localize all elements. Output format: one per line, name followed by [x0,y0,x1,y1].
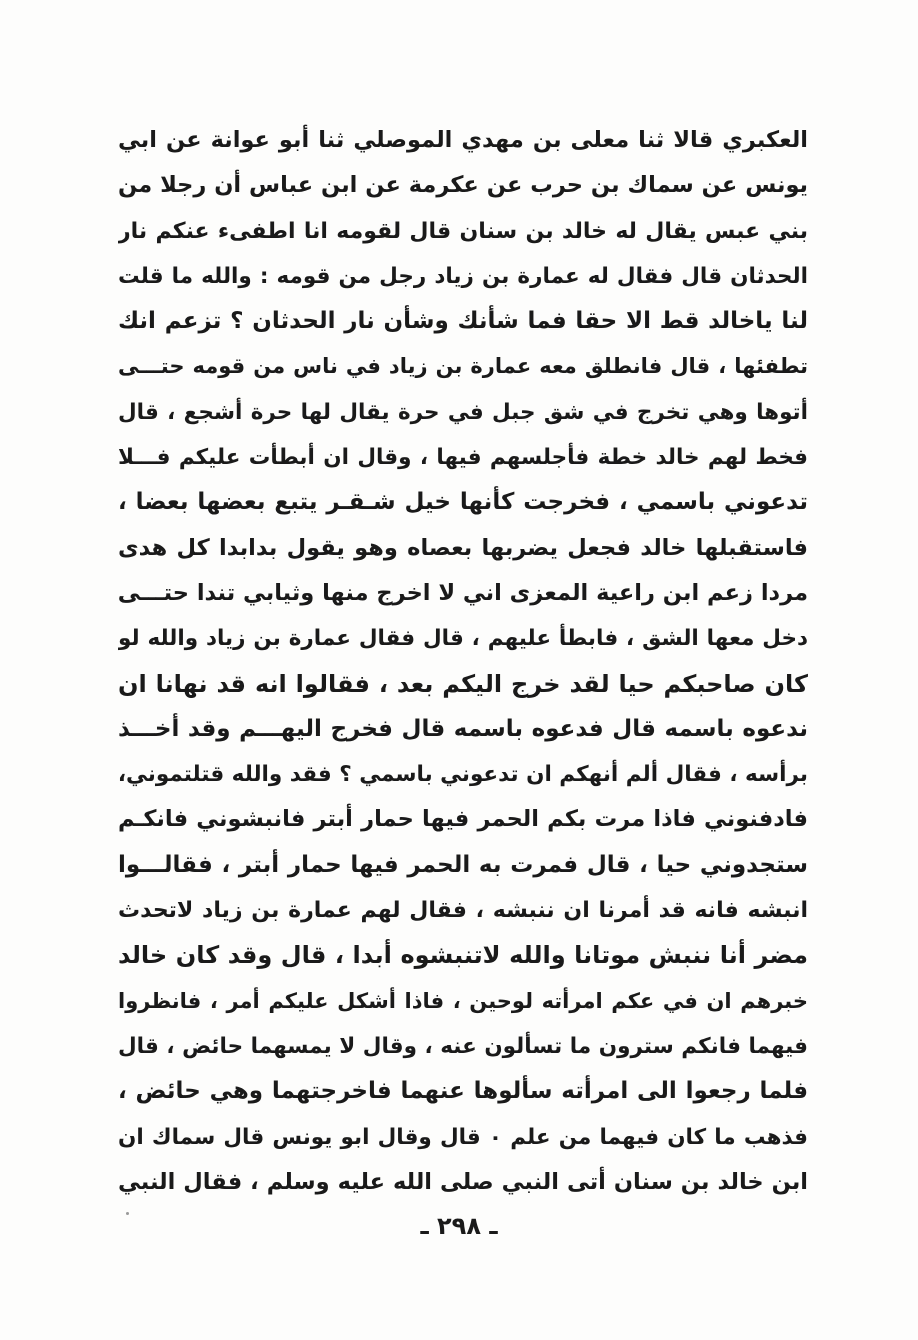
text-line: بني عبس يقال له خالد بن سنان قال لقومه انا اطفىء عنكم نار [118,218,808,244]
text-line: تدعوني باسمي ، فخرجت كأنها خيل شـقـر يتبع بعضها بعضا ، [118,489,808,516]
text-line: أتوها وهي تخرج في شق جبل في حرة يقال لها حرة أشجع ، قال [118,399,808,425]
text-line: فيهما فانكم سترون ما تسألون عنه ، وقال لا يمسهما حائض ، قال [118,1033,808,1059]
text-line: مضر أنا ننبش موتانا والله لاتنبشوه أبدا ، قال وقد كان خالد [118,941,808,970]
scan-speck [126,1212,129,1215]
text-line: كان صاحبكم حيا لقد خرج اليكم بعد ، فقالوا انه قد نهانا ان [118,669,808,698]
text-line: ستجدوني حيا ، قال فمرت به الحمر فيها حمار أبتر ، فقالـــوا [118,851,808,878]
text-line: فلما رجعوا الى امرأته سألوها عنهما فاخرجتهما وهي حائض ، [118,1078,808,1105]
page-number: ـ ٢٩٨ ـ [420,1212,498,1240]
text-line: لنا ياخالد قط الا حقا فما شأنك وشأن نار الحدثان ؟ تزعم انك [118,308,808,335]
text-line: ندعوه باسمه قال فدعوه باسمه قال فخرج اليهـــم وقد أخـــذ [118,715,808,742]
text-line: مردا زعم ابن راعية المعزى اني لا اخرج منها وثيابي تندا حتـــى [118,579,808,606]
text-line: يونس عن سماك بن حرب عن عكرمة عن ابن عباس أن رجلا من [118,172,808,199]
text-line: فاستقبلها خالد فجعل يضربها بعصاه وهو يقول بدابدا كل هدى [118,534,808,561]
text-line: الحدثان قال فقال له عمارة بن زياد رجل من قومه : والله ما قلت [118,263,808,289]
text-line: العكبري قالا ثنا معلى بن مهدي الموصلي ثنا أبو عوانة عن ابي [118,127,808,153]
text-line: دخل معها الشق ، فابطأ عليهم ، قال فقال عمارة بن زياد والله لو [118,626,808,652]
text-line: فذهب ما كان فيهما من علم ٠ قال وقال ابو يونس قال سماك ان [118,1124,808,1150]
text-line: فخط لهم خالد خطة فأجلسهم فيها ، وقال ان أبطأت عليكم فـــلا [118,445,808,471]
body-text [118,118,808,1205]
text-line: انبشه فانه قد أمرنا ان ننبشه ، فقال لهم عمارة بن زياد لاتحدث [118,898,808,924]
text-line: برأسه ، فقال ألم أنهكم ان تدعوني باسمي ؟ فقد والله قتلتموني، [118,762,808,788]
text-line: خبرهم ان في عكم امرأته لوحين ، فاذا أشكل عليكم أمر ، فانظروا [118,988,808,1013]
text-line: ابن خالد بن سنان أتى النبي صلى الله عليه وسلم ، فقال النبي [118,1168,808,1195]
text-line: تطفئها ، قال فانطلق معه عمارة بن زياد في ناس من قومه حتـــى [118,354,808,379]
text-line: فادفنوني فاذا مرت بكم الحمر فيها حمار أبتر فانبشوني فانكـم [118,806,808,833]
